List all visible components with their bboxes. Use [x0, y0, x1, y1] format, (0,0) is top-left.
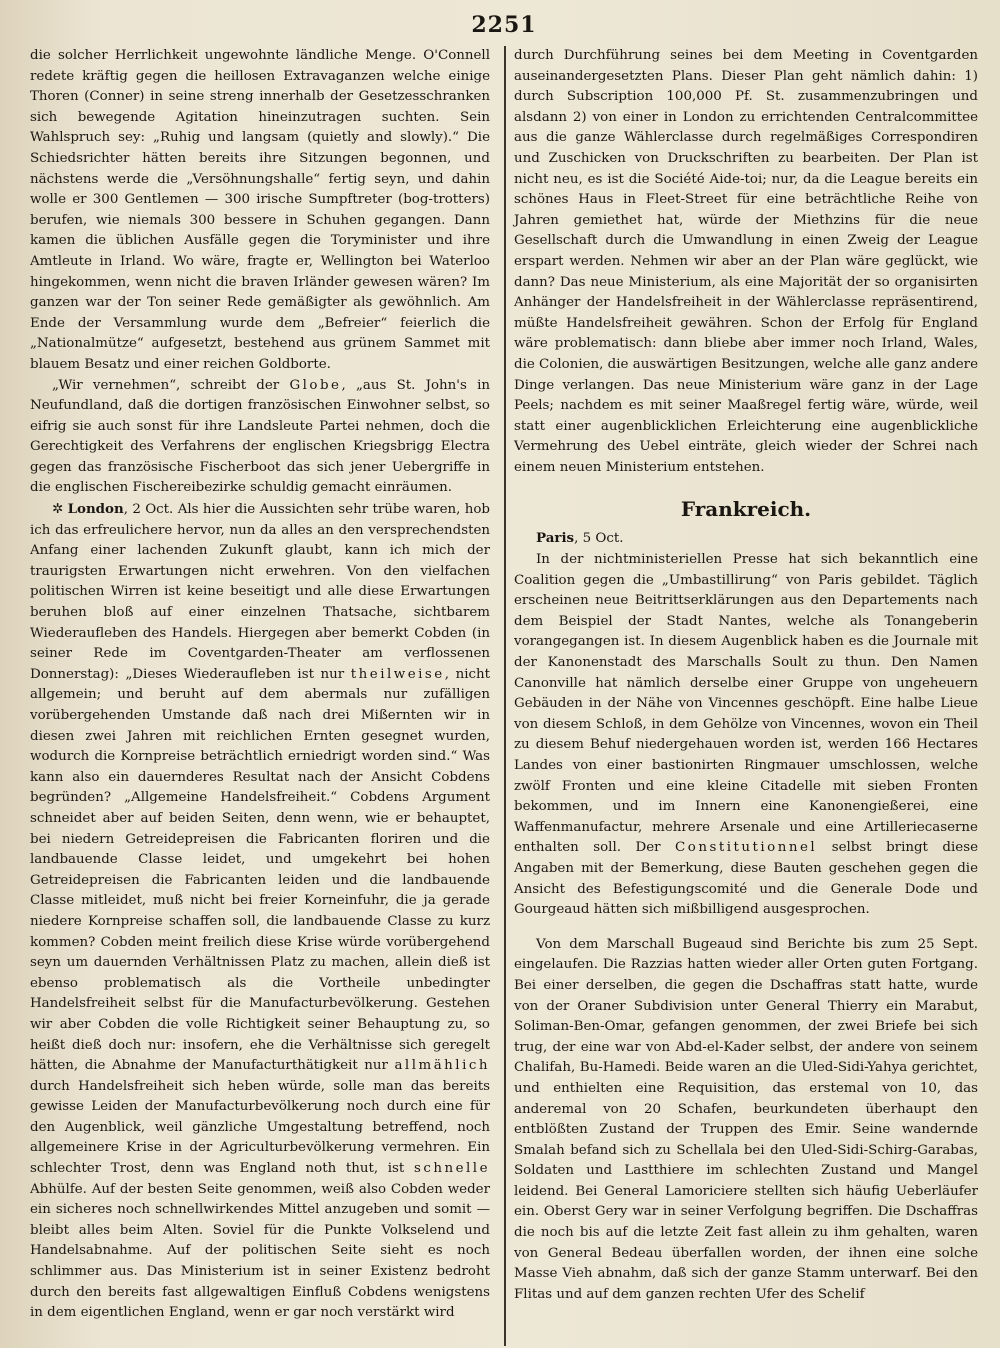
paris-dateline	[514, 528, 978, 550]
emphasis-schnelle: schnelle	[413, 1161, 490, 1177]
paris-dateline-date: , 5 Oct.	[574, 531, 624, 547]
right-paragraph-2	[514, 550, 978, 921]
left-paragraph-2	[30, 376, 490, 500]
emphasis-theilweise: theilweise	[350, 666, 445, 682]
column-divider	[504, 46, 506, 1346]
london-text-a: Als hier die Aussichten sehr trübe waren, hob ich das erfreulichere hervor, nun da alles an den versprechendsten Anfang einer lachenden Zukunft glaubt, kann ich mich der traurigsten Erwartungen nicht erwehren. Von den vielfachen politischen Wirren ist keine beseitigt und alle diese Erwartungen beruhen bloß auf einer einzelnen Thatsache, sichtbarem Wiederaufleben des Handels. Hiergegen aber bemerkt Cobden (in seiner Rede im Coventgarden-Theater am verflossenen Donnerstag): „Dieses Wiederaufleben ist nur	[30, 502, 491, 682]
constitutionnel-source-name: Constitutionnel	[675, 840, 818, 856]
columns	[30, 46, 978, 1346]
globe-report-text: , „aus St. John's in Neufundland, daß die dortigen französischen Einwohner selbst, so eifrig sie auch sonst für ihre Landsleute Partei nehmen, doch die Gerechtigkeit des Verfahrens der englischen Kriegsbrigg Electra gegen das französische Fischerboot das sich jener Uebergriffe in die englischen Fischereibezirke schuldig gemacht einräumen.	[30, 377, 490, 496]
right-paragraph-3	[514, 935, 978, 1306]
left-paragraph-1	[30, 46, 490, 376]
page-number: 2251	[471, 12, 537, 38]
london-text-b: , nicht allgemein; und beruht auf dem abermals nur zufälligen vorübergehenden Umstande daß nach drei Mißernten wir in diesen zwei Jahren mit reichlichen Ernten gesegnet wurden, wodurch die Kornpreise beträchtlich erniedrigt worden sind.“ Was kann also ein dauernderes Resultat nach der Ansicht Cobdens begründen? „Allgemeine Handelsfreiheit.“ Cobdens Argument schneidet aber auf beiden Seiten, denn wenn, wie er behauptet, bei niedern Getreidepreisen die Fabricanten floriren und die landbauende Classe leidet, und umgekehrt bei hohen Getreidepreisen die Fabricanten leiden und die landbauende Classe mitleidet, muß nicht bei freier Korneinfuhr, die ja gerade niedere Kornpreise schaffen soll, die landbauende Classe zu kurz kommen? Cobden meint freilich diese Krise würde vorübergehend seyn um dauernden Verhältnissen Platz zu machen, allein dieß ist ebenso problematisch als die Vortheile unbedingter Handelsfreiheit selbst für die Manufacturbevölkerung. Gestehen wir aber Cobden die volle Richtigkeit seiner Behauptung zu, so heißt dieß doch nur: insofern, ehe die Verhältnisse sich geregelt hätten, die Abnahme der Manufacturthätigkeit nur	[30, 666, 490, 1074]
right-paragraph-1-text: durch Durchführung seines bei dem Meeting in Coventgarden auseinandergesetzten Plans. Dieser Plan geht nämlich dahin: 1) durch Subscription 100,000 Pf. St. zusammenzubringen und alsdann 2) von einer in London zu errichtenden Centralcommittee aus die ganze Wählerclasse durch regelmäßiges Correspondiren und Zuschicken von Druckschriften zu bearbeiten. Der Plan ist nicht neu, es ist die Société Aide-toi; nur, da die League bereits ein schönes Haus in Fleet-Street für eine beträchtliche Reihe von Jahren gemiethet hat, würde der Miethzins für die neue Gesellschaft durch die Umwandlung in einen Zweig der League erspart werden. Nehmen wir aber an der Plan wäre geglückt, wie dann? Das neue Ministerium, als eine Majorität der so organisirten Anhänger der Handelsfreiheit in der Wählerclasse repräsentirend, müßte Handelsfreiheit gewähren. Schon der Erfolg für England wäre problematisch: dann bliebe aber immer noch Irland, Wales, die Colonien, die auswärtigen Besitzungen, welche alle ganz andere Dinge verlangen. Das neue Ministerium wäre ganz in der Lage Peels; nachdem es mit seiner Maaßregel fertig wäre, würde, weil statt einer augenblicklichen Erleichterung eine augenblickliche Vermehrung des Uebel einträte, gleich wieder der Schrei nach einem neuen Ministerium entstehen.	[514, 48, 978, 475]
london-text-d: Abhülfe. Auf der besten Seite genommen, weiß also Cobden weder ein sicheres noch schnellwirkendes Mittel anzugeben und somit — bleibt alles beim Alten. Soviel für die Punkte Volkselend und Handelsabnahme. Auf der politischen Seite sieht es noch schlimmer aus. Das Ministerium ist in seiner Existenz bedroht durch den bereits fast allgewaltigen Einfluß Cobdens wenigstens in dem eigentlichen England, wenn er gar noch verstärkt wird	[30, 1181, 490, 1321]
bugeaud-report-text: Von dem Marschall Bugeaud sind Berichte bis zum 25 Sept. eingelaufen. Die Razzias hatten wieder aller Orten guten Fortgang. Bei einer derselben, die gegen die Dschaffras statt hatte, wurde von der Oraner Subdivision unter General Thierry ein Marabut, Soliman-Ben-Omar, gefangen genommen, der zwei Briefe bei sich trug, der eine war von Abd-el-Kader selbst, der andere von seinem Chalifah, Bu-Hamedi. Beide waren an die Uled-Sidi-Yahya gerichtet, und enthielten eine Requisition, das erstemal von 10, das anderemal von 20 Schafen, beurkundeten überhaupt den entblößten Zustand der Truppen des Emir. Seine wandernde Smalah befand sich zu Schellala bei den Uled-Sidi-Schirg-Garabas, Soldaten und Lastthiere im schlechten Zustand und Mangel leidend. Bei General Lamoriciere stellten sich häufig Ueberläufer ein. Oberst Gery war in seiner Verfolgung begriffen. Die Dschaffras die noch bis auf die letzte Zeit fast allein zu ihm gehalten, waren von General Bedeau überfallen worden, der ihnen eine solche Masse Vieh abnahm, daß sich der ganze Stamm unterwarf. Bei den Flitas und auf dem ganzen rechten Ufer des Schelif	[514, 936, 978, 1302]
london-text-c: durch Handelsfreiheit sich heben würde, solle man das bereits gewisse Leiden der Manufacturbevölkerung noch durch eine für den Augenblick, weil gänzliche Umgestaltung betreffend, noch allgemeinere Krise in der Agriculturbevölkerung vermehren. Ein schlechter Trost, denn was England noth thut, ist	[30, 1078, 490, 1177]
globe-intro-text: „Wir vernehmen“, schreibt der	[52, 377, 280, 393]
left-paragraph-1-text: die solcher Herrlichkeit ungewohnte ländliche Menge. O'Connell redete kräftig gegen die heillosen Extravaganzen welche einige Thoren (Conner) in seine streng innerhalb der Gesetzesschranken sich bewegende Agitation hineinzutragen suchten. Sein Wahlspruch sey: „Ruhig und langsam (quietly and slowly).“ Die Schiedsrichter hätten bereits ihre Sitzungen begonnen, und nächstens werde die „Versöhnungshalle“ fertig seyn, und dahin wolle er 300 Gentlemen — 300 irische Sumpftreter (bog-trotters) berufen, wie niemals 300 bessere in Schuhen gegangen. Dann kamen die üblichen Ausfälle gegen die Toryminister und ihre Amtleute in Irland. Wo wäre, fragte er, Wellington bei Waterloo hingekommen, wenn nicht die braven Irländer gewesen wären? Im ganzen war der Ton seiner Rede gemäßigter als gewöhnlich. Am Ende der Versammlung wurde dem „Befreier“ feierlich die „Nationalmütze“ aufgesetzt, bestehend aus grünem Sammet mit blauem Besatz und einer reichen Goldborte.	[30, 48, 490, 372]
paris-text-b: selbst bringt diese Angaben mit der Bemerkung, diese Bauten geschehen gegen die Ansicht des Befestigungscomité und die Generale Dode und Gourgeaud hätten sich mißbilligend ausgesprochen.	[514, 840, 978, 918]
london-dateline-date: , 2 Oct.	[123, 502, 174, 518]
correspondent-mark: ✲	[52, 502, 64, 518]
left-paragraph-3	[30, 499, 490, 1324]
right-column	[500, 46, 978, 1346]
emphasis-allmaehlich: allmählich	[394, 1058, 490, 1074]
right-paragraph-1	[514, 46, 978, 478]
london-dateline-place: London	[67, 501, 124, 518]
section-heading-frankreich: Frankreich.	[680, 497, 812, 522]
globe-source-name: Globe	[289, 377, 342, 393]
left-column	[30, 46, 500, 1346]
paris-dateline-place: Paris	[536, 530, 575, 547]
paris-text-a: In der nichtministeriellen Presse hat sich bekanntlich eine Coalition gegen die „Umbastillirung“ von Paris gebildet. Täglich erscheinen neue Beitrittserklärungen aus den Departements nach dem Beispiel der Stadt Nantes, welche als Tonangeberin vorangegangen ist. In diesem Augenblick haben es die Journale mit der Kanonenstadt des Marschalls Soult zu thun. Den Namen Canonville hat nämlich derselbe einer Gruppe von ungeheuern Gebäuden in der Nähe von Vincennes geschöpft. Eine halbe Lieue von diesem Schloß, in dem Gehölze von Vincennes, wovon ein Theil zu diesem Behuf niedergehauen worden ist, werden 166 Hectares Landes von einer bastionirten Ringmauer umschlossen, welche zwölf Fronten und eine kleine Citadelle mit sieben Fronten bekommen, und im Innern eine Kanonengießerei, eine Waffenmanufactur, mehrere Arsenale und eine Artilleriecaserne enthalten soll. Der	[514, 552, 978, 856]
